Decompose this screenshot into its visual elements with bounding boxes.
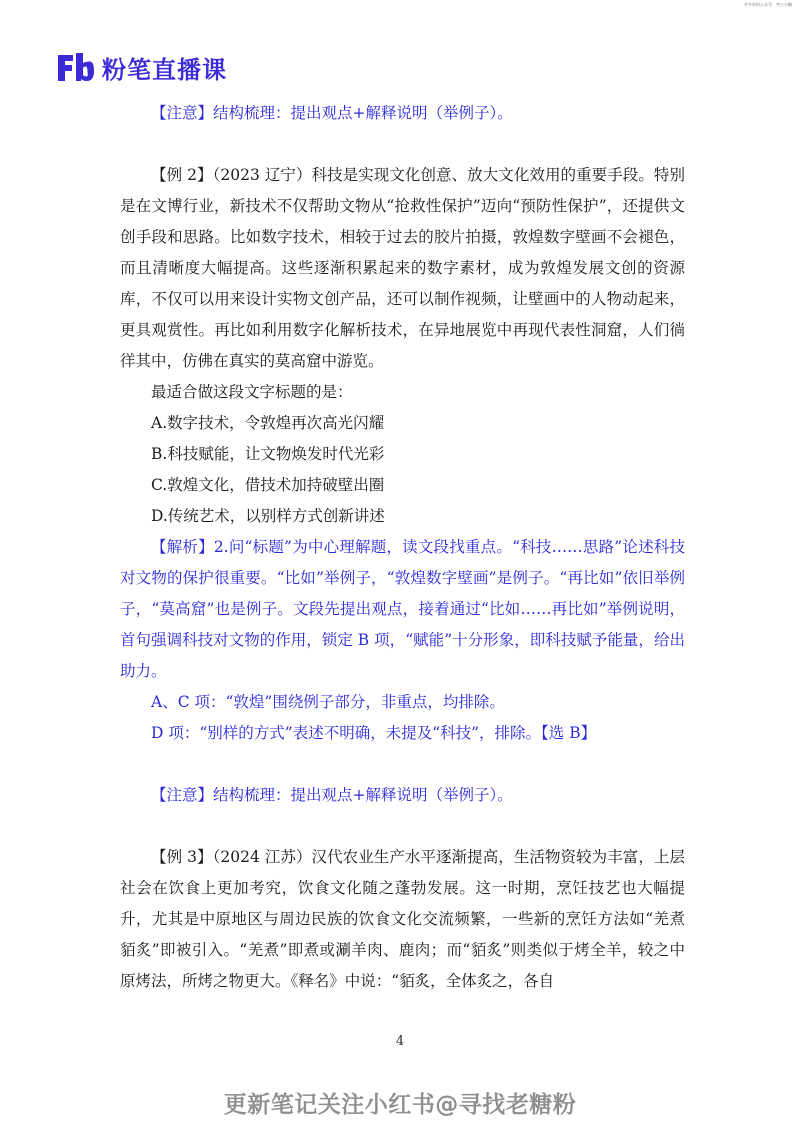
text-line: “羌煮貊炙”即被引入。“羌煮”即煮或涮羊肉、鹿肉；而“貊炙”则类似于烤 bbox=[120, 910, 685, 959]
top-corner-note: 更多资料公众号：考公小糖 bbox=[744, 2, 792, 7]
example-2-paragraph bbox=[120, 160, 685, 377]
page-number: 4 bbox=[395, 1034, 405, 1049]
option-a: A.数字技术，令敦煌再次高光闪耀 bbox=[151, 414, 385, 432]
analysis-paragraph bbox=[120, 532, 685, 687]
option-c: C.敦煌文化，借技术加持破壁出圈 bbox=[151, 476, 385, 494]
text-line: 【解析】2.问“标题”为中心理解题，读文段找重点。“科技……思路”论 bbox=[151, 538, 639, 556]
brand-logo bbox=[56, 50, 227, 85]
text-line: 文创的资源库，不仅可以用来设计实物文创产品，还可以制作视频，让壁画中的 bbox=[120, 259, 685, 308]
text-line: 别是在文博行业，新技术不仅帮助文物从“抢救性保护”迈向“预防性保护”， bbox=[120, 166, 685, 215]
footer-watermark: 更新笔记关注小红书@寻找老糖粉 bbox=[223, 1092, 577, 1118]
spacer bbox=[120, 749, 685, 780]
text-line: 不会褪色，而且清晰度大幅提高。这些逐渐积累起来的数字素材，成为敦煌发展 bbox=[120, 228, 685, 277]
text-line: 人物动起来，更具观赏性。再比如利用数字化解析技术，在异地展览中再现代表 bbox=[120, 290, 685, 339]
fb-logo-icon bbox=[56, 51, 94, 85]
note-structure-1: 【注意】结构梳理：提出观点+解释说明（举例子）。 bbox=[151, 104, 513, 122]
text-line: 【例 3】（2024 江苏）汉代农业生产水平逐渐提高，生活物资较为丰富，上 bbox=[151, 848, 670, 866]
text-line: 还提供文创手段和思路。比如数字技术，相较于过去的胶片拍摄，敦煌数字壁画 bbox=[120, 197, 685, 246]
analysis-options-ac: A、C 项：“敦煌”围绕例子部分，非重点，均排除。 bbox=[151, 693, 505, 711]
text-line: 即科技赋予能量，给出助力。 bbox=[120, 631, 685, 680]
document-body bbox=[120, 98, 685, 997]
example-3-paragraph bbox=[120, 842, 685, 997]
text-line: 层社会在饮食上更加考究，饮食文化随之蓬勃发展。这一时期，烹饪技艺也大幅 bbox=[120, 848, 685, 897]
analysis-option-d: D 项：“别样的方式”表述不明确，未提及“科技”，排除。【选 B】 bbox=[151, 724, 597, 742]
spacer bbox=[120, 811, 685, 842]
text-line: 全羊，较之中原烤法，所烤之物更大。《释名》中说：“貊炙，全体炙之，各自 bbox=[120, 941, 685, 990]
option-d: D.传统艺术，以别样方式创新讲述 bbox=[151, 507, 385, 525]
example-2-question: 最适合做这段文字标题的是： bbox=[151, 383, 353, 401]
text-line: 再比如”举例说明，首句强调科技对文物的作用，锁定 B 项，“赋能”十分形象， bbox=[120, 600, 685, 649]
note-structure-2: 【注意】结构梳理：提出观点+解释说明（举例子）。 bbox=[151, 786, 513, 804]
text-line: 【例 2】（2023 辽宁）科技是实现文化创意、放大文化效用的重要手段。特 bbox=[151, 166, 670, 184]
text-line: 提升，尤其是中原地区与周边民族的饮食文化交流频繁，一些新的烹饪方法如 bbox=[120, 879, 685, 928]
brand-name: 粉笔直播课 bbox=[102, 56, 227, 84]
text-line: 述科技对文物的保护很重要。“比如”举例子，“敦煌数字壁画”是例子。“再 bbox=[120, 538, 685, 587]
text-line: 性洞窟，人们徜徉其中，仿佛在真实的莫高窟中游览。 bbox=[120, 321, 685, 370]
text-line: 比如”依旧举例子，“莫高窟”也是例子。文段先提出观点，接着通过“比如…… bbox=[120, 569, 685, 618]
option-b: B.科技赋能，让文物焕发时代光彩 bbox=[151, 445, 385, 463]
spacer bbox=[120, 129, 685, 160]
